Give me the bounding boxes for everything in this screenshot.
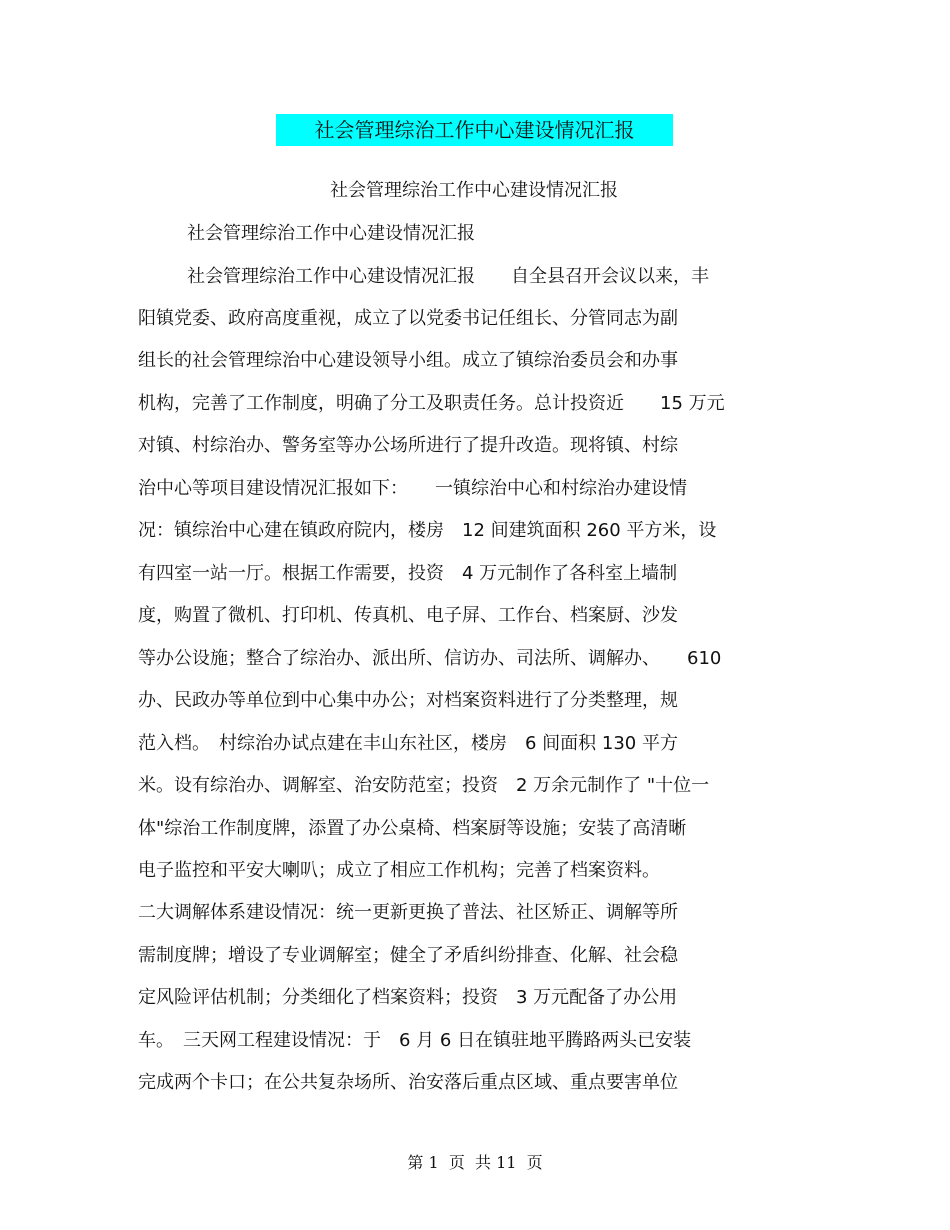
body-line-15: 电子监控和平安大喇叭；成立了相应工作机构；完善了档案资料。: [138, 860, 660, 881]
body-line-16: 二大调解体系建设情况：统一更新更换了普法、社区矫正、调解等所: [138, 902, 678, 923]
body-line-9: 度，购置了微机、打印机、传真机、电子屏、工作台、档案厨、沙发: [138, 605, 678, 626]
body-line-20: 完成两个卡口；在公共复杂场所、治安落后重点区域、重点要害单位: [138, 1072, 678, 1093]
body-line-7: 况：镇综治中心建在镇政府院内，楼房 12 间建筑面积 260 平方米，设: [138, 520, 717, 541]
body-line-12: 范入档。 村综治办试点建在丰山东社区，楼房 6 间面积 130 平方: [138, 733, 678, 754]
body-line-1: 社会管理综治工作中心建设情况汇报 自全县召开会议以来，丰: [187, 266, 709, 287]
body-line-5: 对镇、村综治办、警务室等办公场所进行了提升改造。现将镇、村综: [138, 435, 678, 456]
body-line-2: 阳镇党委、政府高度重视，成立了以党委书记任组长、分管同志为副: [138, 308, 678, 329]
body-line-8: 有四室一站一厅。根据工作需要，投资 4 万元制作了各科室上墙制: [138, 563, 678, 584]
body-line-13: 米。设有综治办、调解室、治安防范室；投资 2 万余元制作了 "十位一: [138, 775, 710, 796]
body-line-14: 体"综治工作制度牌，添置了办公桌椅、档案厨等设施；安装了高清晰: [138, 818, 687, 839]
body-line-19: 车。 三天网工程建设情况：于 6 月 6 日在镇驻地平腾路两头已安装: [138, 1030, 692, 1051]
document-repeat-title: 社会管理综治工作中心建设情况汇报: [187, 223, 475, 244]
body-line-17: 需制度牌；增设了专业调解室；健全了矛盾纠纷排查、化解、社会稳: [138, 945, 678, 966]
body-line-3: 组长的社会管理综治中心建设领导小组。成立了镇综治委员会和办事: [138, 350, 678, 371]
body-line-10: 等办公设施；整合了综治办、派出所、信访办、司法所、调解办、 610: [138, 648, 722, 669]
page-number-footer: 第 1 页 共 11 页: [407, 1153, 543, 1172]
document-subtitle: 社会管理综治工作中心建设情况汇报: [330, 180, 618, 201]
document-title-highlighted: 社会管理综治工作中心建设情况汇报: [276, 114, 673, 146]
body-line-18: 定风险评估机制；分类细化了档案资料；投资 3 万元配备了办公用: [138, 987, 678, 1008]
body-line-4: 机构，完善了工作制度，明确了分工及职责任务。总计投资近 15 万元: [138, 393, 725, 414]
body-line-11: 办、民政办等单位到中心集中办公；对档案资料进行了分类整理，规: [138, 690, 678, 711]
body-line-6: 治中心等项目建设情况汇报如下： 一镇综治中心和村综治办建设情: [138, 478, 687, 499]
